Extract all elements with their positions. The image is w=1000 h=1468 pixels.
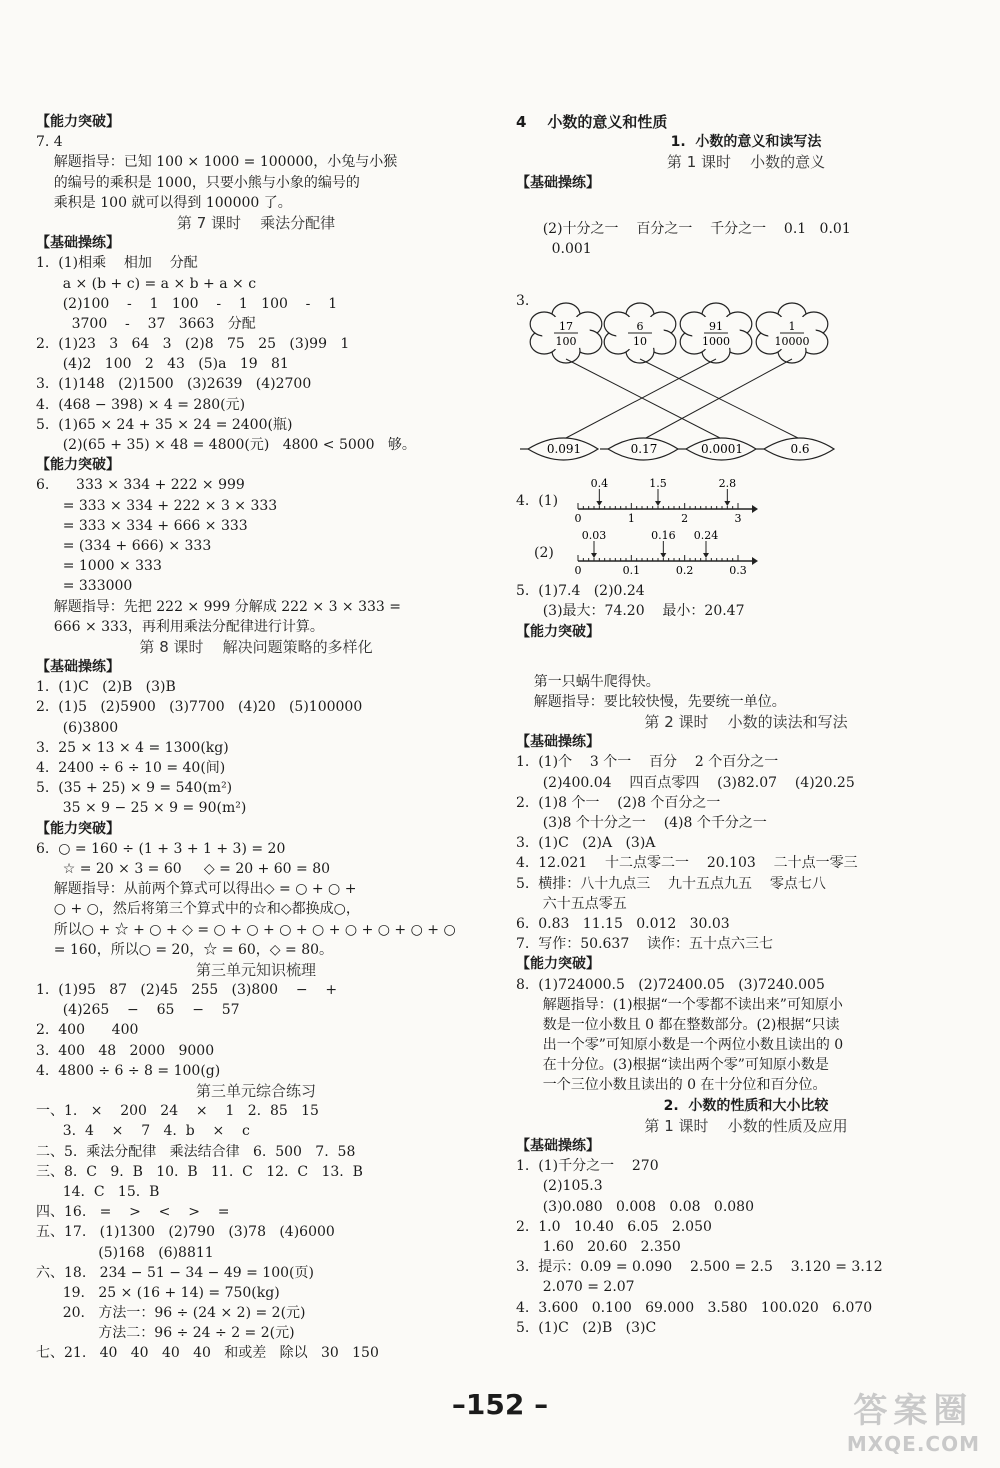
marker-arrowhead	[724, 501, 730, 506]
answer-line: (4)265 − 65 − 57	[36, 1002, 240, 1019]
leaf-shape	[756, 438, 834, 460]
answer-line: 3. 4 × 7 4. b × c	[36, 1123, 250, 1140]
tick-label: 0.3	[729, 564, 747, 578]
matching-line	[566, 359, 722, 439]
lesson-heading: 第三单元知识梳理	[195, 960, 316, 979]
answer-line: 1. (1)个 3 个一 百分 2 个百分之一	[516, 754, 779, 771]
section-tag: 【能力突破】	[36, 820, 120, 837]
answer-line: 六十五点零五	[516, 895, 627, 912]
answer-line: 3. 提示：0.09 = 0.090 2.500 = 2.5 3.120 = 3.12	[516, 1259, 883, 1276]
flower-numerator: 1	[788, 320, 796, 334]
flower-denominator: 10000	[774, 335, 810, 349]
answer-line: 20. 方法一：96 ÷ (24 × 2) = 2(元)	[36, 1305, 306, 1322]
answer-line: (2)(65 + 35) × 48 = 4800(元) 4800 < 5000 够。	[36, 437, 416, 453]
tick-label: 3	[734, 512, 742, 526]
answer-line: 五、17. (1)1300 (2)790 (3)78 (4)6000	[36, 1224, 335, 1241]
answer-line: 3. 400 48 2000 9000	[36, 1042, 215, 1059]
flower-denominator: 100	[555, 335, 577, 349]
answer-line: 6. 0.83 11.15 0.012 30.03	[516, 915, 730, 932]
topic-heading: 2. 小数的性质和大小比较	[663, 1097, 829, 1114]
marker-arrowhead	[655, 501, 661, 506]
answer-line: 七、21. 40 40 40 40 和或差 除以 30 150	[36, 1345, 379, 1362]
answer-line: 6. ○ = 160 ÷ (1 + 3 + 1 + 3) = 20	[36, 840, 286, 857]
answer-line: 3700 - 37 3663 分配	[36, 315, 256, 332]
answer-line: 解题指导：(1)根据“一个零都不读出来”可知原小	[516, 996, 843, 1013]
flower-numerator: 17	[559, 320, 573, 334]
section-tag: 【能力突破】	[36, 114, 120, 130]
lesson-heading: 第三单元综合练习	[195, 1082, 316, 1100]
answer-line: 一个三位小数且读出的 0 在十分位和百分位。	[516, 1077, 827, 1094]
answer-line: 第一只蜗牛爬得快。	[516, 673, 660, 690]
matching-line	[644, 359, 792, 439]
answer-line: 0.001	[516, 240, 592, 257]
answer-line	[516, 642, 976, 672]
answer-line: 5. (1)65 × 24 + 35 × 24 = 2400(瓶)	[36, 416, 293, 433]
answer-line: 5. (1)C (2)B (3)C	[516, 1319, 657, 1336]
answer-line	[516, 259, 976, 291]
flower-shape	[680, 303, 752, 363]
tick-label: 2	[681, 512, 689, 526]
answer-line: = (334 + 666) × 333	[36, 537, 212, 554]
section-tag: 【基础操练】	[36, 659, 120, 676]
answer-line: = 333000	[36, 578, 133, 595]
answer-line: 1. (1)千分之一 270	[516, 1158, 659, 1175]
page-number: –152 –	[451, 1388, 549, 1421]
answer-line: 4. 2400 ÷ 6 ÷ 10 = 40(间)	[36, 760, 226, 776]
matching-line	[640, 359, 800, 439]
answer-line: 19. 25 × (16 + 14) = 750(kg)	[36, 1284, 280, 1301]
leaf-shape	[600, 438, 678, 460]
lesson-heading: 第 7 课时 乘法分配律	[176, 213, 336, 232]
answer-line: 解题指导：已知 100 × 1000 = 100000，小兔与小猴	[36, 154, 398, 171]
answer-line: (4)2 100 2 43 (5)a 19 81	[36, 356, 289, 373]
answer-line: 4. (468 − 398) × 4 = 280(元)	[36, 396, 246, 413]
answer-line: 4. 12.021 十二点零二一 20.103 二十点一零三	[516, 855, 858, 872]
section-tag: 【能力突破】	[516, 623, 600, 640]
answer-line: 在十分位。(3)根据“读出两个零”可知原小数是	[516, 1057, 829, 1074]
answer-line: 5. 横排：八十九点三 九十五点九五 零点七八	[516, 875, 826, 892]
matching-line	[564, 359, 716, 439]
marker-label: 1.5	[649, 477, 667, 491]
marker-label: 0.4	[590, 477, 609, 491]
flower-shape	[604, 303, 676, 363]
answer-line: 14. C 15. B	[36, 1183, 160, 1200]
lesson-heading: 第 2 课时 小数的读法和写法	[644, 713, 848, 732]
flower-denominator: 10	[633, 335, 647, 349]
answer-line: 六、18. 234 − 51 − 34 − 49 = 100(页)	[36, 1264, 314, 1281]
answer-line: 3. (1)148 (2)1500 (3)2639 (4)2700	[36, 376, 312, 393]
marker-arrowhead	[703, 553, 709, 558]
lesson-heading: 第 8 课时 解决问题策略的多样化	[139, 637, 373, 656]
flower-shape	[530, 303, 602, 363]
answer-line: 5. (35 + 25) × 9 = 540(m²)	[36, 780, 233, 797]
axis-arrow	[752, 505, 758, 513]
marker-arrowhead	[660, 553, 666, 558]
flower-numerator: 91	[709, 320, 723, 334]
answer-line: 所以○ + ☆ + ○ + ◇ = ○ + ○ + ○ + ○ + ○ + ○ + ○ + ○	[36, 921, 456, 938]
answer-line: 7. 写作：50.637 读作：五十点六三七	[516, 936, 774, 953]
marker-label: 0.24	[693, 529, 719, 543]
watermark-logo: 答案圈 MXQE.COM	[846, 1391, 980, 1456]
answer-line: (2)400.04 四百点零四 (3)82.07 (4)20.25	[516, 774, 855, 791]
answer-line: 4. 3.600 0.100 69.000 3.580 100.020 6.070	[516, 1299, 873, 1316]
marker-label: 0.16	[651, 529, 676, 543]
right-column	[516, 112, 976, 1338]
answer-line: 8. (1)724000.5 (2)72400.05 (3)7240.005	[516, 976, 825, 993]
marker-label: 0.03	[581, 529, 607, 543]
number-line-2: (2) 0 0.1 0.2 0.3 0.03 0.16 0.24	[516, 529, 976, 581]
answer-line: 666 × 333，再利用乘法分配律进行计算。	[36, 618, 324, 635]
unit-heading: 4 小数的意义和性质	[516, 113, 668, 131]
answer-line: 7. 4	[36, 134, 63, 151]
leaf-value: 0.0001	[701, 442, 743, 457]
leaf-value: 0.091	[546, 442, 582, 457]
tick-label: 0.1	[622, 564, 641, 578]
answer-line: = 333 × 334 + 222 × 3 × 333	[36, 497, 278, 514]
leaf-shape	[678, 438, 756, 460]
answer-line: 乘积是 100 就可以得到 100000 了。	[36, 194, 292, 211]
answer-line: 二、5. 乘法分配律 乘法结合律 6. 500 7. 58	[36, 1143, 356, 1160]
answer-line: 2. (1)5 (2)5900 (3)7700 (4)20 (5)100000	[36, 699, 363, 716]
answer-line: 35 × 9 − 25 × 9 = 90(m²)	[36, 800, 247, 817]
number-line-1: 4. (1) 0 1 2 3 0.4 1.5 2.8	[516, 477, 976, 529]
section-tag: 【基础操练】	[36, 235, 120, 252]
marker-label: 2.8	[718, 477, 737, 491]
axis-arrow	[752, 557, 758, 565]
tick-label: 0	[574, 564, 582, 578]
answer-line: a × (b + c) = a × b + a × c	[36, 275, 257, 292]
answer-line: 1.60 20.60 2.350	[516, 1238, 681, 1255]
lesson-heading: 第 1 课时 小数的性质及应用	[644, 1116, 848, 1135]
answer-line: 解题指导：要比较快慢，先要统一单位。	[516, 693, 786, 710]
answer-line: (3)8 个十分之一 (4)8 个千分之一	[516, 815, 767, 831]
answer-line: 四、16. = > < > =	[36, 1204, 230, 1221]
answer-line: 4. 4800 ÷ 6 ÷ 8 = 100(g)	[36, 1062, 221, 1079]
answer-line: 1. (1)相乘 相加 分配	[36, 255, 198, 272]
answer-line: (2)105.3	[516, 1178, 603, 1195]
marker-arrowhead	[591, 553, 597, 558]
answer-line: (2)100 - 1 100 - 1 100 - 1	[36, 295, 338, 312]
answer-line: 6. 333 × 334 + 222 × 999	[36, 477, 245, 494]
answer-line: 出一个零”可知原小数是一个两位小数且读出的 0	[516, 1037, 844, 1054]
marker-arrowhead	[596, 501, 602, 506]
answer-line: 解题指导：先把 222 × 999 分解成 222 × 3 × 333 =	[36, 598, 402, 615]
section-tag: 【基础操练】	[516, 1138, 600, 1154]
answer-line: = 333 × 334 + 666 × 333	[36, 517, 248, 534]
section-tag: 【能力突破】	[516, 956, 600, 973]
leaf-shape	[520, 438, 598, 460]
answer-line: 2. (1)8 个一 (2)8 个百分之一	[516, 794, 721, 811]
answer-line: 解题指导：从前两个算式可以得出◇ = ○ + ○ +	[36, 881, 357, 898]
flower-numerator: 6	[636, 320, 644, 334]
topic-heading: 1. 小数的意义和读写法	[670, 134, 822, 151]
left-column	[36, 112, 476, 1364]
flower-denominator: 1000	[702, 335, 730, 349]
answer-line: 三、8. C 9. B 10. B 11. C 12. C 13. B	[36, 1163, 363, 1180]
answer-line: ○ + ○，然后将第三个算式中的☆和◇都换成○，	[36, 901, 360, 918]
section-tag: 【能力突破】	[36, 457, 120, 474]
answer-line: (6)3800	[36, 719, 119, 736]
lesson-heading: 第 1 课时 小数的意义	[666, 153, 826, 172]
answer-line: (3)最大：74.20 最小：20.47	[516, 603, 745, 620]
answer-line: 1. (1)95 87 (2)45 255 (3)800 − +	[36, 982, 338, 999]
answer-line	[516, 193, 976, 219]
answer-line: = 1000 × 333	[36, 558, 162, 575]
answer-line: 3. 25 × 13 × 4 = 1300(kg)	[36, 739, 229, 756]
flower-shape	[756, 303, 828, 363]
answer-line: 5. (1)7.4 (2)0.24	[516, 583, 645, 600]
answer-line: 2. 400 400	[36, 1022, 139, 1039]
tick-label: 0	[574, 512, 582, 526]
tick-label: 1	[627, 512, 635, 526]
leaf-value: 0.17	[630, 442, 658, 457]
answer-line: 3. (1)C (2)A (3)A	[516, 835, 656, 852]
answer-line: 的编号的乘积是 1000，只要小熊与小象的编号的	[36, 174, 360, 191]
tick-label: 0.2	[675, 564, 694, 578]
answer-line: 一、1. × 200 24 × 1 2. 85 15	[36, 1103, 319, 1120]
section-tag: 【基础操练】	[516, 734, 600, 751]
answer-line: 方法二：96 ÷ 24 ÷ 2 = 2(元)	[36, 1325, 295, 1342]
answer-line: 数是一位小数且 0 都在整数部分。(2)根据“只读	[516, 1016, 840, 1033]
answer-line: (5)168 (6)8811	[36, 1244, 214, 1261]
answer-line: = 160，所以○ = 20，☆ = 60，◇ = 80。	[36, 941, 334, 958]
flower-leaf-matching-diagram: 3. 17 100 6 10 91 1000 1 10000 0.091 0.17 0.0001 0.6	[516, 291, 976, 477]
answer-line: 2.070 = 2.07	[516, 1279, 635, 1296]
answer-line: (2)十分之一 百分之一 千分之一 0.1 0.01	[516, 220, 851, 237]
answer-line: ☆ = 20 × 3 = 60 ◇ = 20 + 60 = 80	[36, 860, 331, 877]
answer-line: 2. (1)23 3 64 3 (2)8 75 25 (3)99 1	[36, 336, 350, 353]
answer-line: 1. (1)C (2)B (3)B	[36, 679, 176, 696]
answer-line: (3)0.080 0.008 0.08 0.080	[516, 1198, 754, 1215]
section-tag: 【基础操练】	[516, 174, 600, 191]
leaf-value: 0.6	[790, 442, 810, 457]
answer-line: 2. 1.0 10.40 6.05 2.050	[516, 1218, 712, 1235]
